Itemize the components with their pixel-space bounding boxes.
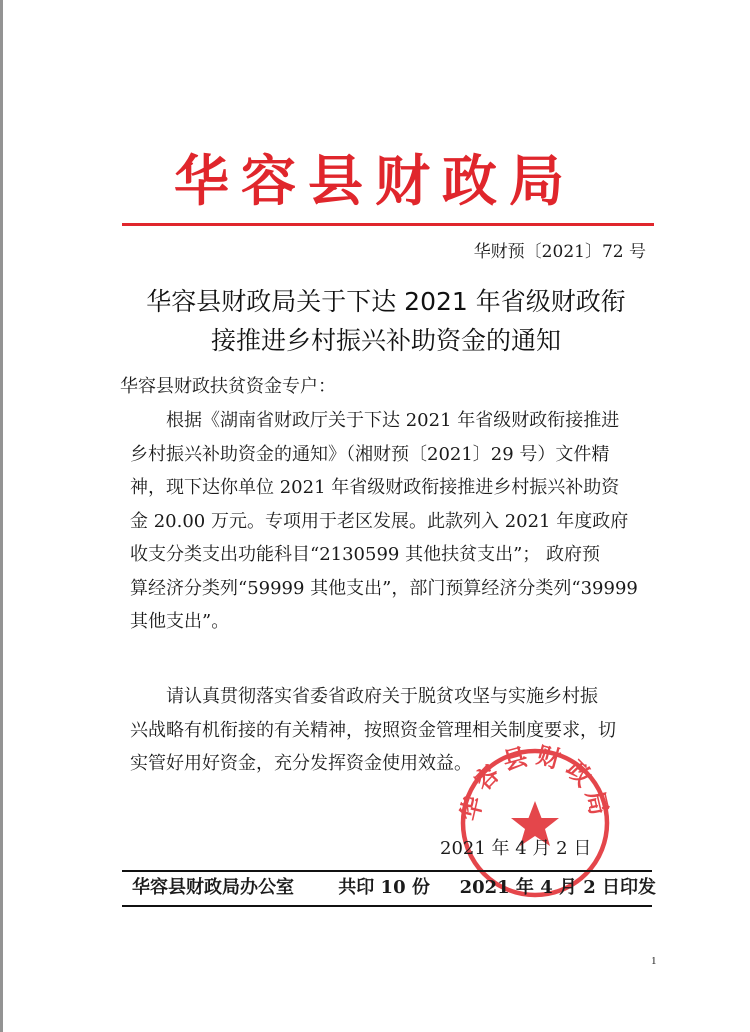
issue-date: 2021 年 4 月 2 日: [440, 838, 592, 859]
footer-office: 华容县财政局办公室: [132, 877, 294, 898]
document-title-line-1: 华容县财政局关于下达 2021 年省级财政衔: [146, 287, 626, 316]
paragraph-line: 兴战略有机衔接的有关精神，按照资金管理相关制度要求，切: [130, 719, 616, 741]
paragraph-line: 其他支出”。: [130, 611, 230, 632]
footer-top-rule: [122, 870, 652, 872]
addressee: 华容县财政扶贫资金专户：: [120, 376, 336, 397]
letterhead-red-rule: [122, 223, 654, 226]
paragraph-line: 请认真贯彻落实省委省政府关于脱贫攻坚与实施乡村振: [166, 686, 598, 707]
footer-print-date: 2021 年 4 月 2 日印发: [459, 877, 657, 898]
document-number: 华财预〔2021〕72 号: [473, 242, 646, 262]
footer-print-info: [132, 875, 657, 901]
footer-bottom-rule: [122, 905, 652, 907]
paragraph-line: 实管好用好资金，充分发挥资金使用效益。: [130, 753, 472, 774]
paragraph-line: 神，现下达你单位 2021 年省级财政衔接推进乡村振兴补助资: [130, 477, 620, 498]
footer-copies: 共印 10 份: [338, 877, 430, 898]
paragraph-line: 乡村振兴补助资金的通知》（湘财预〔2021〕29 号）文件精: [130, 443, 610, 465]
body-paragraph-1: [130, 404, 658, 639]
document-title-line-2: 接推进乡村振兴补助资金的通知: [210, 326, 561, 355]
paragraph-line: 收支分类支出功能科目“2130599 其他扶贫支出”； 政府预: [130, 544, 601, 565]
paragraph-line: 根据《湖南省财政厅关于下达 2021 年省级财政衔接推进: [166, 410, 620, 431]
letterhead-title: 华容县财政局: [173, 148, 576, 213]
paragraph-line: 金 20.00 万元。专项用于老区发展。此款列入 2021 年度政府: [130, 510, 629, 532]
document-title: [110, 282, 662, 360]
seal-text: 华容县财政局: [455, 743, 615, 824]
page-number: 1: [651, 955, 657, 967]
paragraph-line: 算经济分类列“59999 其他支出”，部门预算经济分类列“39999: [130, 577, 638, 599]
